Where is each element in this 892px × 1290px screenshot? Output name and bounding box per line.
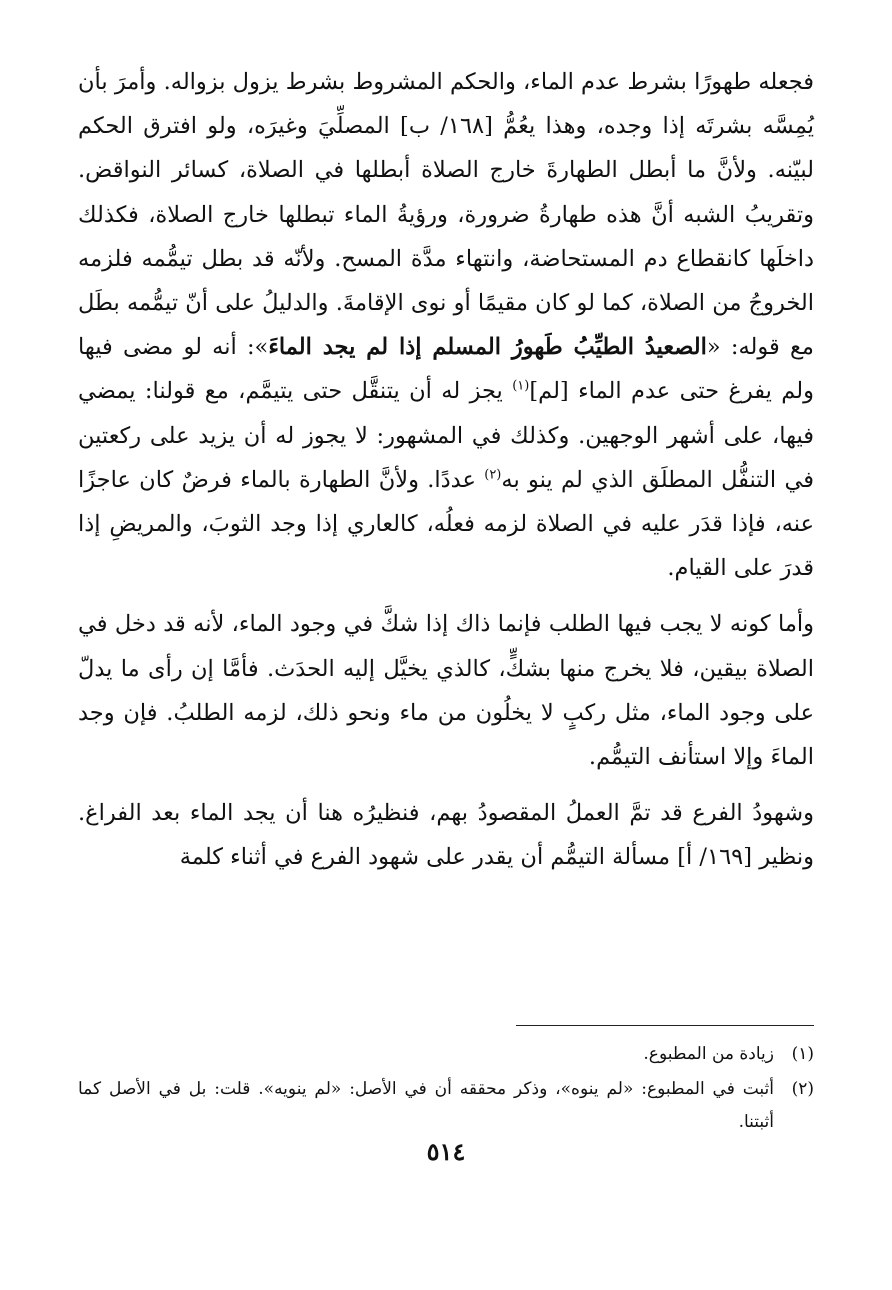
footnote-ref-1[interactable]: (١) [512, 378, 530, 394]
paragraph-1-text-c: يجز له أن يتنقَّل حتى يتيمَّم، مع قولنا: يمضي فيها، على أشهر الوجهين. وكذلك في المشهور: لا يجوز له أن يزيد على ركعتين في التنفُّل المطلَق الذي لم ينو به [78, 378, 814, 493]
paragraph-1-text-a: فجعله طهورًا بشرط عدم الماء، والحكم المشروط بشرط يزول بزواله. وأمرَ بأن يُمِسَّه بشرتَه إذا وجده، وهذا يعُمُّ [١٦٨/ ب] المصلِّيَ وغيرَه، ولو افترق الحكم لبيّنه. ولأنَّ ما أبطل الطهارةَ خارج الصلاة أبطلها في الصلاة، كسائر النواقض. وتقريبُ الشبه أنَّ هذه طهارةُ ضرورة، ورؤيةُ الماء تبطلها خارج الصلاة، فكذلك داخلَها كانقطاع دم المستحاضة، وانتهاء مدَّة المسح. ولأنّه قد بطل تيمُّمه فلزمه الخروجُ من الصلاة، كما لو كان مقيمًا أو نوى الإقامةَ. والدليلُ على أنّ تيمُّمه بطَل مع قوله: « [78, 69, 814, 361]
footnotes-section [78, 1038, 814, 1139]
page-text-area [78, 60, 814, 1250]
body-paragraph-1 [78, 60, 814, 590]
paragraph-1-text-d: عددًا. ولأنَّ الطهارة بالماء فرضٌ كان عاجزًا عنه، فإذا قدَر عليه في الصلاة لزمه فعلُه، كالعاري إذا وجد الثوبَ، والمريضِ إذا قدرَ على القيام. [78, 466, 814, 582]
footnote-text: أثبت في المطبوع: «لم ينوه»، وذكر محققه أن في الأصل: «لم ينويه». قلت: بل في الأصل كما أثبتنا. [78, 1079, 774, 1132]
body-paragraph-3: وشهودُ الفرع قد تمَّ العملُ المقصودُ بهم، فنظيرُه هنا أن يجد الماء بعد الفراغ. ونظير [١٦٩/ أ] مسألة التيمُّم أن يقدر على شهود الفرع في أثناء كلمة [78, 800, 814, 871]
paragraph-1-text-b: »: أنه لو مضى فيها ولم يفرغ حتى عدم الماء [لم] [78, 334, 814, 405]
page-number: ٥١٤ [426, 1137, 466, 1166]
footnote-number: (٢) [791, 1079, 814, 1099]
footnote-ref-2[interactable]: (٢) [484, 467, 502, 483]
footnote-text: زيادة من المطبوع. [643, 1044, 774, 1064]
footnote-2 [78, 1073, 814, 1139]
footnote-separator [516, 1025, 814, 1026]
hadith-quote: الصعيدُ الطيِّبُ طَهورُ المسلم إذا لم يجد الماءَ [268, 334, 707, 361]
body-paragraph-2: وأما كونه لا يجب فيها الطلب فإنما ذاك إذا شكَّ في وجود الماء، لأنه قد دخل في الصلاة بيقين، فلا يخرج منها بشكٍّ، كالذي يخيَّل إليه الحدَث. فأمَّا إن رأى ما يدلّ على وجود الماء، مثل ركبٍ لا يخلُون من ماء ونحو ذلك، لزمه الطلبُ. فإن وجد الماءَ وإلا استأنف التيمُّم. [78, 611, 814, 771]
footnote-number: (١) [791, 1044, 814, 1064]
footnote-1 [78, 1038, 814, 1071]
